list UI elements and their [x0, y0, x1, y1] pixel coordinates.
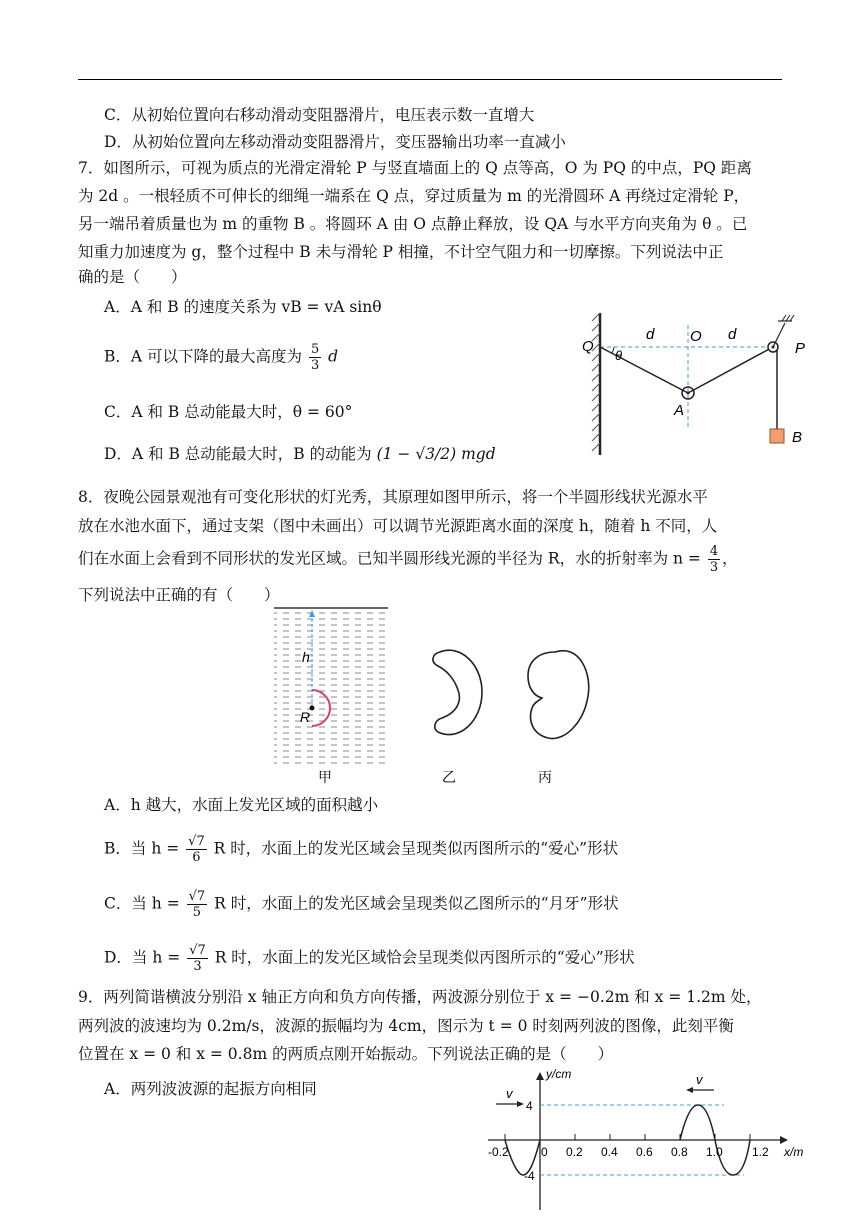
fraction-num: √7: [189, 943, 206, 958]
header-rule: [78, 79, 782, 80]
q8-stem-line2: 放在水池水面下，通过支架（图中未画出）可以调节光源距离水面的深度 h，随着 h 不同，人: [78, 517, 718, 535]
caption-bing: 丙: [538, 769, 552, 785]
q8-option-c: [104, 889, 619, 920]
q9-wave-figure: [484, 1068, 814, 1214]
fraction-den: 3: [709, 560, 719, 575]
q6-option-c: C．从初始位置向右移动滑动变阻器滑片，电压表示数一直增大: [104, 106, 535, 124]
caption-jia: 甲: [318, 769, 332, 785]
label-d-left: d: [646, 326, 655, 343]
x-axis-arrow-icon: [780, 1136, 788, 1144]
label-v-right: v: [696, 1072, 703, 1087]
q7-option-c: C．A 和 B 总动能最大时，θ = 60°: [104, 403, 353, 421]
rope-qa: [600, 347, 688, 393]
q6-option-d: D．从初始位置向左移动滑动变阻器滑片，变压器输出功率一直减小: [104, 133, 566, 151]
fraction-num: 4: [709, 544, 719, 559]
fraction-num: √7: [188, 889, 206, 904]
fraction-den: 5: [192, 905, 202, 920]
fraction: [186, 834, 207, 865]
tick-label: 1.2: [752, 1145, 769, 1159]
q7-stem-line1: 7．如图所示，可视为质点的光滑定滑轮 P 与竖直墙面上的 Q 点等高，O 为 PQ 的中点，PQ 距离: [78, 159, 752, 177]
tick-label: 0.2: [566, 1145, 583, 1159]
arrow-right-icon: [517, 1101, 524, 1107]
q8-option-d: [104, 943, 635, 974]
label-r: R: [300, 709, 311, 725]
block-b: [770, 429, 784, 443]
theta-arc: [612, 347, 614, 353]
q8-option-b-text: B．当 h =: [104, 839, 180, 858]
label-v-left: v: [506, 1086, 513, 1101]
fraction-num: √7: [188, 834, 205, 849]
fraction: [708, 544, 720, 575]
center-dot: [310, 706, 315, 711]
q7-option-b: [104, 342, 338, 373]
arrow-left-icon: [686, 1087, 693, 1093]
q9-stem-line3: 位置在 x = 0 和 x = 0.8m 的两质点刚开始振动。下列说法正确的是（ ）: [78, 1045, 614, 1063]
pool-water: [274, 609, 388, 765]
q8-option-c-tail: R 时，水面上的发光区域会呈现类似乙图所示的“月牙”形状: [214, 894, 619, 913]
fraction-den: 3: [310, 358, 320, 373]
fraction: [187, 943, 208, 974]
y-axis-arrow-icon: [536, 1072, 544, 1080]
label-theta: θ: [615, 348, 623, 363]
q8-stem-line1: 8．夜晚公园景观池有可变化形状的灯光秀，其原理如图甲所示，将一个半圆形线状光源水平: [78, 488, 708, 506]
q8-option-d-tail: R 时，水面上的发光区域恰会呈现类似丙图所示的“爱心”形状: [214, 948, 635, 967]
q8-option-d-text: D．当 h =: [104, 948, 181, 967]
q7-option-d-text: D．A 和 B 总动能最大时，B 的动能为: [104, 445, 372, 463]
q7-option-d-expr: (1 − √3/2) mgd: [376, 445, 496, 463]
label-h: h: [302, 649, 310, 665]
q7-stem-line2: 为 2d 。一根轻质不可伸长的细绳一端系在 Q 点，穿过质量为 m 的光滑圆环 A 再绕过定滑轮 P，: [78, 187, 750, 205]
q7-stem-line4: 知重力加速度为 g，整个过程中 B 未与滑轮 P 相撞，不计空气阻力和一切摩擦。下列说法中正: [78, 243, 724, 261]
q8-stem-line3: 们在水面上会看到不同形状的发光区域。已知半圆形线光源的半径为 R，水的折射率为 n = $\frac{4}{3}$ ，: [78, 544, 738, 575]
q7-stem-line5: 确的是（ ）: [78, 268, 187, 286]
left-wave: [505, 1140, 540, 1175]
tick-label: 0.6: [636, 1145, 653, 1159]
q8-light-figures: [270, 604, 600, 788]
q7-pulley-figure: [580, 305, 820, 465]
tick-label: 1.0: [706, 1145, 723, 1159]
moon-shape: [433, 650, 482, 734]
label-q: Q: [582, 338, 594, 355]
q7-option-d: [104, 443, 496, 465]
q8-option-c-text: C．当 h =: [104, 894, 180, 913]
label-d-right: d: [728, 326, 737, 343]
fraction-num: 5: [310, 342, 320, 357]
x-axis-label: x/m: [784, 1145, 804, 1159]
tick-label: 0.4: [601, 1145, 618, 1159]
q7-option-b-text: B．A 可以下降的最大高度为: [104, 347, 303, 366]
q9-stem-line1: 9．两列简谐横波分别沿 x 轴正方向和负方向传播，两波源分别位于 x = −0.2m 和 x = 1.2m 处，: [78, 988, 762, 1006]
y-axis-label: y/cm: [546, 1068, 572, 1081]
q8-option-b-tail: R 时，水面上的发光区域会呈现类似丙图所示的“爱心”形状: [213, 839, 619, 858]
tick-label: 0.8: [671, 1145, 688, 1159]
q8-stem-line4: 下列说法中正确的有（ ）: [78, 586, 280, 604]
fraction: [187, 889, 208, 920]
fraction-den: 3: [193, 959, 202, 974]
rope-ap: [688, 347, 773, 393]
q8-stem-line3-text: 们在水面上会看到不同形状的发光区域。已知半圆形线光源的半径为 R，水的折射率为 n =: [78, 549, 701, 568]
caption-yi: 乙: [442, 769, 456, 785]
label-amp-neg: -4: [524, 1169, 535, 1183]
q8-option-b: [104, 834, 618, 865]
heart-shape: [528, 651, 589, 739]
label-p: P: [795, 340, 806, 357]
q9-stem-line2: 两列波的波速均为 0.2m/s，波源的振幅均为 4cm，图示为 t = 0 时刻两列波的图像，此刻平衡: [78, 1017, 734, 1035]
label-o: O: [690, 328, 702, 345]
tick-label: -0.2: [488, 1145, 509, 1159]
q7-option-b-tail: d: [328, 347, 339, 366]
pulley-support: [773, 323, 785, 347]
label-b: B: [792, 429, 803, 446]
label-origin: 0: [541, 1145, 548, 1159]
q7-option-a: A．A 和 B 的速度关系为 vB = vA sinθ: [104, 298, 382, 316]
q8-option-a: A．h 越大，水面上发光区域的面积越小: [104, 796, 379, 814]
label-a: A: [674, 402, 685, 419]
fraction: [309, 342, 321, 373]
q9-option-a: A．两列波波源的起振方向相同: [104, 1080, 317, 1098]
q7-stem-line3: 另一端吊着质量也为 m 的重物 B 。将圆环 A 由 O 点静止释放，设 QA 与水平方向夹角为 θ 。已: [78, 215, 748, 233]
fraction-den: 6: [192, 850, 201, 865]
label-amp-pos: 4: [526, 1099, 533, 1113]
